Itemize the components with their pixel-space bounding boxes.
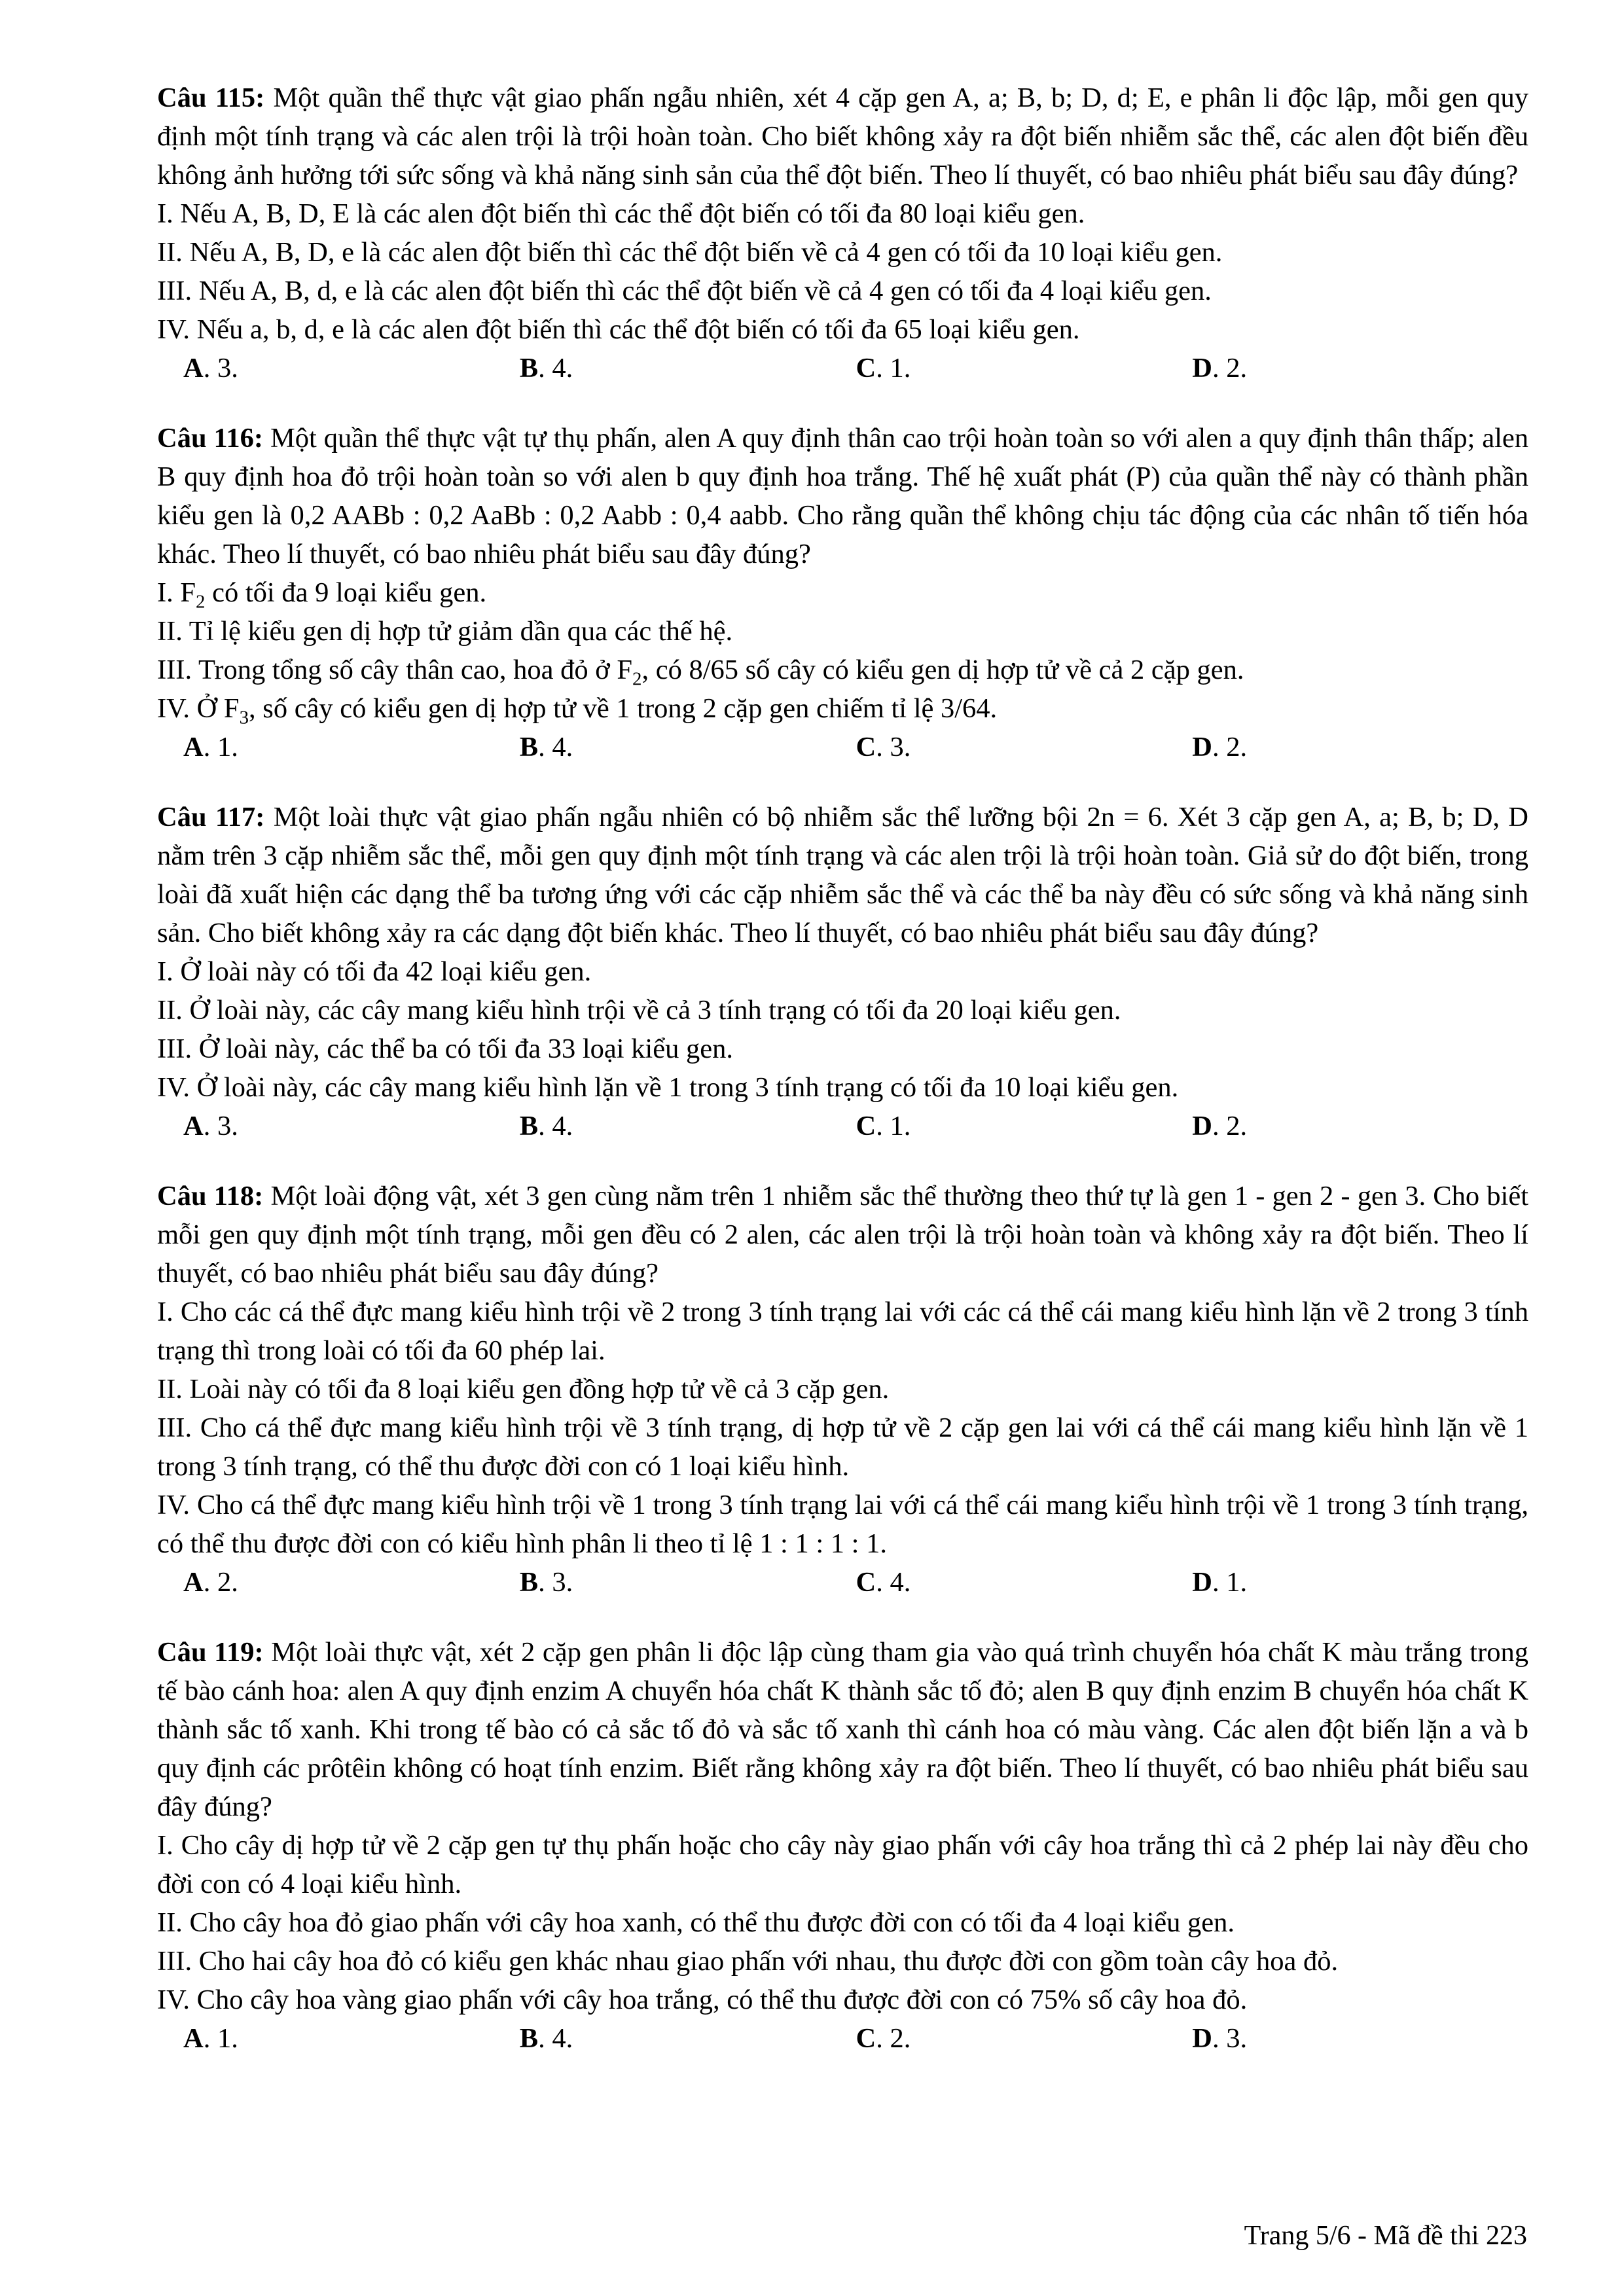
option-letter: C xyxy=(856,1111,876,1141)
statement-text: I. F xyxy=(157,577,196,608)
answer-option-b xyxy=(520,728,856,766)
answer-option-a xyxy=(183,2019,520,2058)
page-footer: Trang 5/6 - Mã đề thi 223 xyxy=(1244,2221,1527,2251)
option-letter: B xyxy=(519,732,539,762)
question-block xyxy=(157,798,1528,1145)
statement-text: III. Cho cá thể đực mang kiểu hình trội về 3 tính trạng, dị hợp tử về 2 cặp gen lai với cá thể cái mang kiểu hình lặn về 1 trong 3 tính trạng, có thể thu được đời con có 1 loại kiểu hình. xyxy=(157,1412,1528,1482)
statement xyxy=(157,233,1528,272)
statement xyxy=(157,1981,1528,2019)
answer-option-c xyxy=(856,1563,1193,1602)
question-number: Câu 116: xyxy=(157,423,264,454)
option-value: . 3. xyxy=(538,1567,573,1598)
answer-options xyxy=(157,1563,1528,1602)
answer-option-b xyxy=(520,1563,856,1602)
option-letter: A xyxy=(183,732,204,762)
option-letter: B xyxy=(519,2023,539,2054)
option-letter: B xyxy=(519,353,539,384)
statement xyxy=(157,1293,1528,1370)
statement-text: I. Nếu A, B, D, E là các alen đột biến thì các thể đột biến có tối đa 80 loại kiểu gen. xyxy=(157,198,1085,229)
option-value: . 4. xyxy=(538,2023,573,2054)
answer-option-c xyxy=(856,2019,1193,2058)
statement xyxy=(157,272,1528,310)
answer-option-d xyxy=(1192,2019,1528,2058)
statement-text: II. Tỉ lệ kiểu gen dị hợp tử giảm dần qua các thế hệ. xyxy=(157,616,733,647)
option-value: . 1. xyxy=(876,353,911,384)
statement-text: IV. Nếu a, b, d, e là các alen đột biến thì các thể đột biến có tối đa 65 loại kiểu gen. xyxy=(157,314,1080,345)
answer-option-b xyxy=(520,1107,856,1145)
answer-option-a xyxy=(183,728,520,766)
answer-option-b xyxy=(520,2019,856,2058)
statement xyxy=(157,991,1528,1030)
option-letter: B xyxy=(519,1567,539,1598)
option-letter: A xyxy=(183,2023,204,2054)
question-stem-text: Một loài thực vật, xét 2 cặp gen phân li độc lập cùng tham gia vào quá trình chuyển hóa chất K màu trắng trong tế bào cánh hoa: alen A quy định enzim A chuyển hóa chất K thành sắc tố đỏ; alen B quy định enzim B chuyển hóa chất K thành sắc tố xanh. Khi trong tế bào có cả sắc tố đỏ và sắc tố xanh thì cánh hoa có màu vàng. Các alen đột biến lặn a và b quy định các prôtêin không có hoạt tính enzim. Biết rằng không xảy ra đột biến. Theo lí thuyết, có bao nhiêu phát biểu sau đây đúng? xyxy=(157,1637,1529,1822)
option-value: . 2. xyxy=(1212,353,1248,384)
statement-text: I. Ở loài này có tối đa 42 loại kiểu gen. xyxy=(157,956,592,987)
question-number: Câu 115: xyxy=(157,82,265,113)
statement-text: II. Cho cây hoa đỏ giao phấn với cây hoa xanh, có thể thu được đời con có tối đa 4 loại kiểu gen. xyxy=(157,1907,1235,1938)
option-value: . 4. xyxy=(538,353,573,384)
answer-option-a xyxy=(183,1563,520,1602)
statement-text: III. Nếu A, B, d, e là các alen đột biến thì các thể đột biến về cả 4 gen có tối đa 4 loại kiểu gen. xyxy=(157,276,1212,306)
question-stem-text: Một loài thực vật giao phấn ngẫu nhiên có bộ nhiễm sắc thể lưỡng bội 2n = 6. Xét 3 cặp gen A, a; B, b; D, D nằm trên 3 cặp nhiễm sắc thể, mỗi gen quy định một tính trạng và các alen trội là trội hoàn toàn. Giả sử do đột biến, trong loài đã xuất hiện các dạng thể ba tương ứng với các cặp nhiễm sắc thể và các thể ba này đều có sức sống và khả năng sinh sản. Cho biết không xảy ra các dạng đột biến khác. Theo lí thuyết, có bao nhiêu phát biểu sau đây đúng? xyxy=(157,802,1528,948)
option-value: . 4. xyxy=(876,1567,911,1598)
option-value: . 1. xyxy=(203,732,238,762)
statement-text: I. Cho các cá thể đực mang kiểu hình trội về 2 trong 3 tính trạng lai với các cá thể cái mang kiểu hình lặn về 2 trong 3 tính trạng thì trong loài có tối đa 60 phép lai. xyxy=(157,1297,1528,1366)
question-block xyxy=(157,1633,1528,2058)
statement-text: II. Loài này có tối đa 8 loại kiểu gen đồng hợp tử về cả 3 cặp gen. xyxy=(157,1374,890,1405)
option-letter: A xyxy=(183,1567,204,1598)
option-value: . 1. xyxy=(876,1111,911,1141)
question-stem xyxy=(157,419,1528,573)
statement xyxy=(157,194,1528,233)
option-value: . 2. xyxy=(203,1567,238,1598)
subscript: 2 xyxy=(632,668,642,690)
statement xyxy=(157,651,1528,689)
question-number: Câu 118: xyxy=(157,1181,264,1211)
option-letter: C xyxy=(856,1567,876,1598)
option-letter: D xyxy=(1192,2023,1212,2054)
answer-option-c xyxy=(856,1107,1193,1145)
option-letter: D xyxy=(1192,732,1212,762)
statement-text-cont: , có 8/65 số cây có kiểu gen dị hợp tử về cả 2 cặp gen. xyxy=(641,655,1244,685)
question-number: Câu 119: xyxy=(157,1637,264,1668)
answer-options xyxy=(157,1107,1528,1145)
statement-text: II. Nếu A, B, D, e là các alen đột biến thì các thể đột biến về cả 4 gen có tối đa 10 loại kiểu gen. xyxy=(157,237,1223,268)
answer-option-c xyxy=(856,728,1193,766)
statement-text: III. Ở loài này, các thể ba có tối đa 33 loại kiểu gen. xyxy=(157,1033,733,1064)
option-value: . 3. xyxy=(876,732,911,762)
question-stem xyxy=(157,79,1528,194)
statement xyxy=(157,1370,1528,1408)
exam-page xyxy=(157,79,1528,2089)
statement xyxy=(157,1408,1528,1486)
option-value: . 3. xyxy=(1212,2023,1248,2054)
option-letter: D xyxy=(1192,1567,1212,1598)
statement xyxy=(157,689,1528,728)
answer-options xyxy=(157,349,1528,387)
statement-text: IV. Cho cá thể đực mang kiểu hình trội về 1 trong 3 tính trạng lai với cá thể cái mang kiểu hình trội về 1 trong 3 tính trạng, có thể thu được đời con có kiểu hình phân li theo tỉ lệ 1 : 1 : 1 : 1. xyxy=(157,1490,1528,1559)
option-value: . 1. xyxy=(203,2023,238,2054)
option-value: . 2. xyxy=(876,2023,911,2054)
option-letter: D xyxy=(1192,353,1212,384)
question-block xyxy=(157,1177,1528,1602)
option-value: . 2. xyxy=(1212,1111,1248,1141)
option-value: . 2. xyxy=(1212,732,1248,762)
answer-option-b xyxy=(520,349,856,387)
option-letter: C xyxy=(856,732,876,762)
answer-option-a xyxy=(183,349,520,387)
question-block xyxy=(157,419,1528,766)
statement xyxy=(157,612,1528,651)
statement-text: IV. Ở loài này, các cây mang kiểu hình lặn về 1 trong 3 tính trạng có tối đa 10 loại kiểu gen. xyxy=(157,1072,1179,1103)
option-value: . 3. xyxy=(203,353,238,384)
option-value: . 4. xyxy=(538,1111,573,1141)
statement xyxy=(157,1068,1528,1107)
option-letter: D xyxy=(1192,1111,1212,1141)
answer-option-d xyxy=(1192,728,1528,766)
question-stem xyxy=(157,1177,1528,1293)
statement-text: II. Ở loài này, các cây mang kiểu hình trội về cả 3 tính trạng có tối đa 20 loại kiểu gen. xyxy=(157,995,1121,1026)
option-letter: A xyxy=(183,1111,204,1141)
option-value: . 1. xyxy=(1212,1567,1248,1598)
statement xyxy=(157,573,1528,612)
statement xyxy=(157,1826,1528,1903)
statement-text: IV. Cho cây hoa vàng giao phấn với cây hoa trắng, có thể thu được đời con có 75% số cây hoa đỏ. xyxy=(157,1984,1248,2015)
option-letter: C xyxy=(856,353,876,384)
question-stem-text: Một quần thể thực vật giao phấn ngẫu nhiên, xét 4 cặp gen A, a; B, b; D, d; E, e phân li độc lập, mỗi gen quy định một tính trạng và các alen trội là trội hoàn toàn. Cho biết không xảy ra đột biến nhiễm sắc thể, các alen đột biến đều không ảnh hưởng tới sức sống và khả năng sinh sản của thể đột biến. Theo lí thuyết, có bao nhiêu phát biểu sau đây đúng? xyxy=(157,82,1529,190)
answer-option-d xyxy=(1192,1563,1528,1602)
option-value: . 4. xyxy=(538,732,573,762)
statement xyxy=(157,1942,1528,1981)
subscript: 3 xyxy=(239,707,249,728)
statement xyxy=(157,952,1528,991)
answer-option-d xyxy=(1192,349,1528,387)
answer-option-a xyxy=(183,1107,520,1145)
question-stem-text: Một loài động vật, xét 3 gen cùng nằm trên 1 nhiễm sắc thể thường theo thứ tự là gen 1 - gen 2 - gen 3. Cho biết mỗi gen quy định một tính trạng, mỗi gen đều có 2 alen, các alen trội là trội hoàn toàn và không xảy ra đột biến. Theo lí thuyết, có bao nhiêu phát biểu sau đây đúng? xyxy=(157,1181,1529,1289)
option-letter: A xyxy=(183,353,204,384)
statement xyxy=(157,1486,1528,1563)
statement xyxy=(157,1030,1528,1068)
option-letter: B xyxy=(519,1111,539,1141)
question-stem xyxy=(157,1633,1528,1826)
statement-text: I. Cho cây dị hợp tử về 2 cặp gen tự thụ phấn hoặc cho cây này giao phấn với cây hoa trắng thì cả 2 phép lai này đều cho đời con có 4 loại kiểu hình. xyxy=(157,1830,1528,1899)
question-block xyxy=(157,79,1528,387)
question-number: Câu 117: xyxy=(157,802,265,833)
question-stem xyxy=(157,798,1528,952)
statement xyxy=(157,310,1528,349)
option-value: . 3. xyxy=(203,1111,238,1141)
statement xyxy=(157,1903,1528,1942)
option-letter: C xyxy=(856,2023,876,2054)
answer-option-c xyxy=(856,349,1193,387)
statement-text: IV. Ở F xyxy=(157,693,240,724)
subscript: 2 xyxy=(196,591,206,613)
answer-options xyxy=(157,728,1528,766)
statement-text: III. Trong tổng số cây thân cao, hoa đỏ ở F xyxy=(157,655,633,685)
statement-text-cont: , số cây có kiểu gen dị hợp tử về 1 trong 2 cặp gen chiếm tỉ lệ 3/64. xyxy=(249,693,998,724)
question-stem-text: Một quần thể thực vật tự thụ phấn, alen A quy định thân cao trội hoàn toàn so với alen a quy định thân thấp; alen B quy định hoa đỏ trội hoàn toàn so với alen b quy định hoa trắng. Thế hệ xuất phát (P) của quần thể này có thành phần kiểu gen là 0,2 AABb : 0,2 AaBb : 0,2 Aabb : 0,4 aabb. Cho rằng quần thể không chịu tác động của các nhân tố tiến hóa khác. Theo lí thuyết, có bao nhiêu phát biểu sau đây đúng? xyxy=(157,423,1528,569)
statement-text-cont: có tối đa 9 loại kiểu gen. xyxy=(205,577,487,608)
answer-option-d xyxy=(1192,1107,1528,1145)
statement-text: III. Cho hai cây hoa đỏ có kiểu gen khác nhau giao phấn với nhau, thu được đời con gồm toàn cây hoa đỏ. xyxy=(157,1946,1339,1977)
question-list xyxy=(157,79,1528,2058)
answer-options xyxy=(157,2019,1528,2058)
